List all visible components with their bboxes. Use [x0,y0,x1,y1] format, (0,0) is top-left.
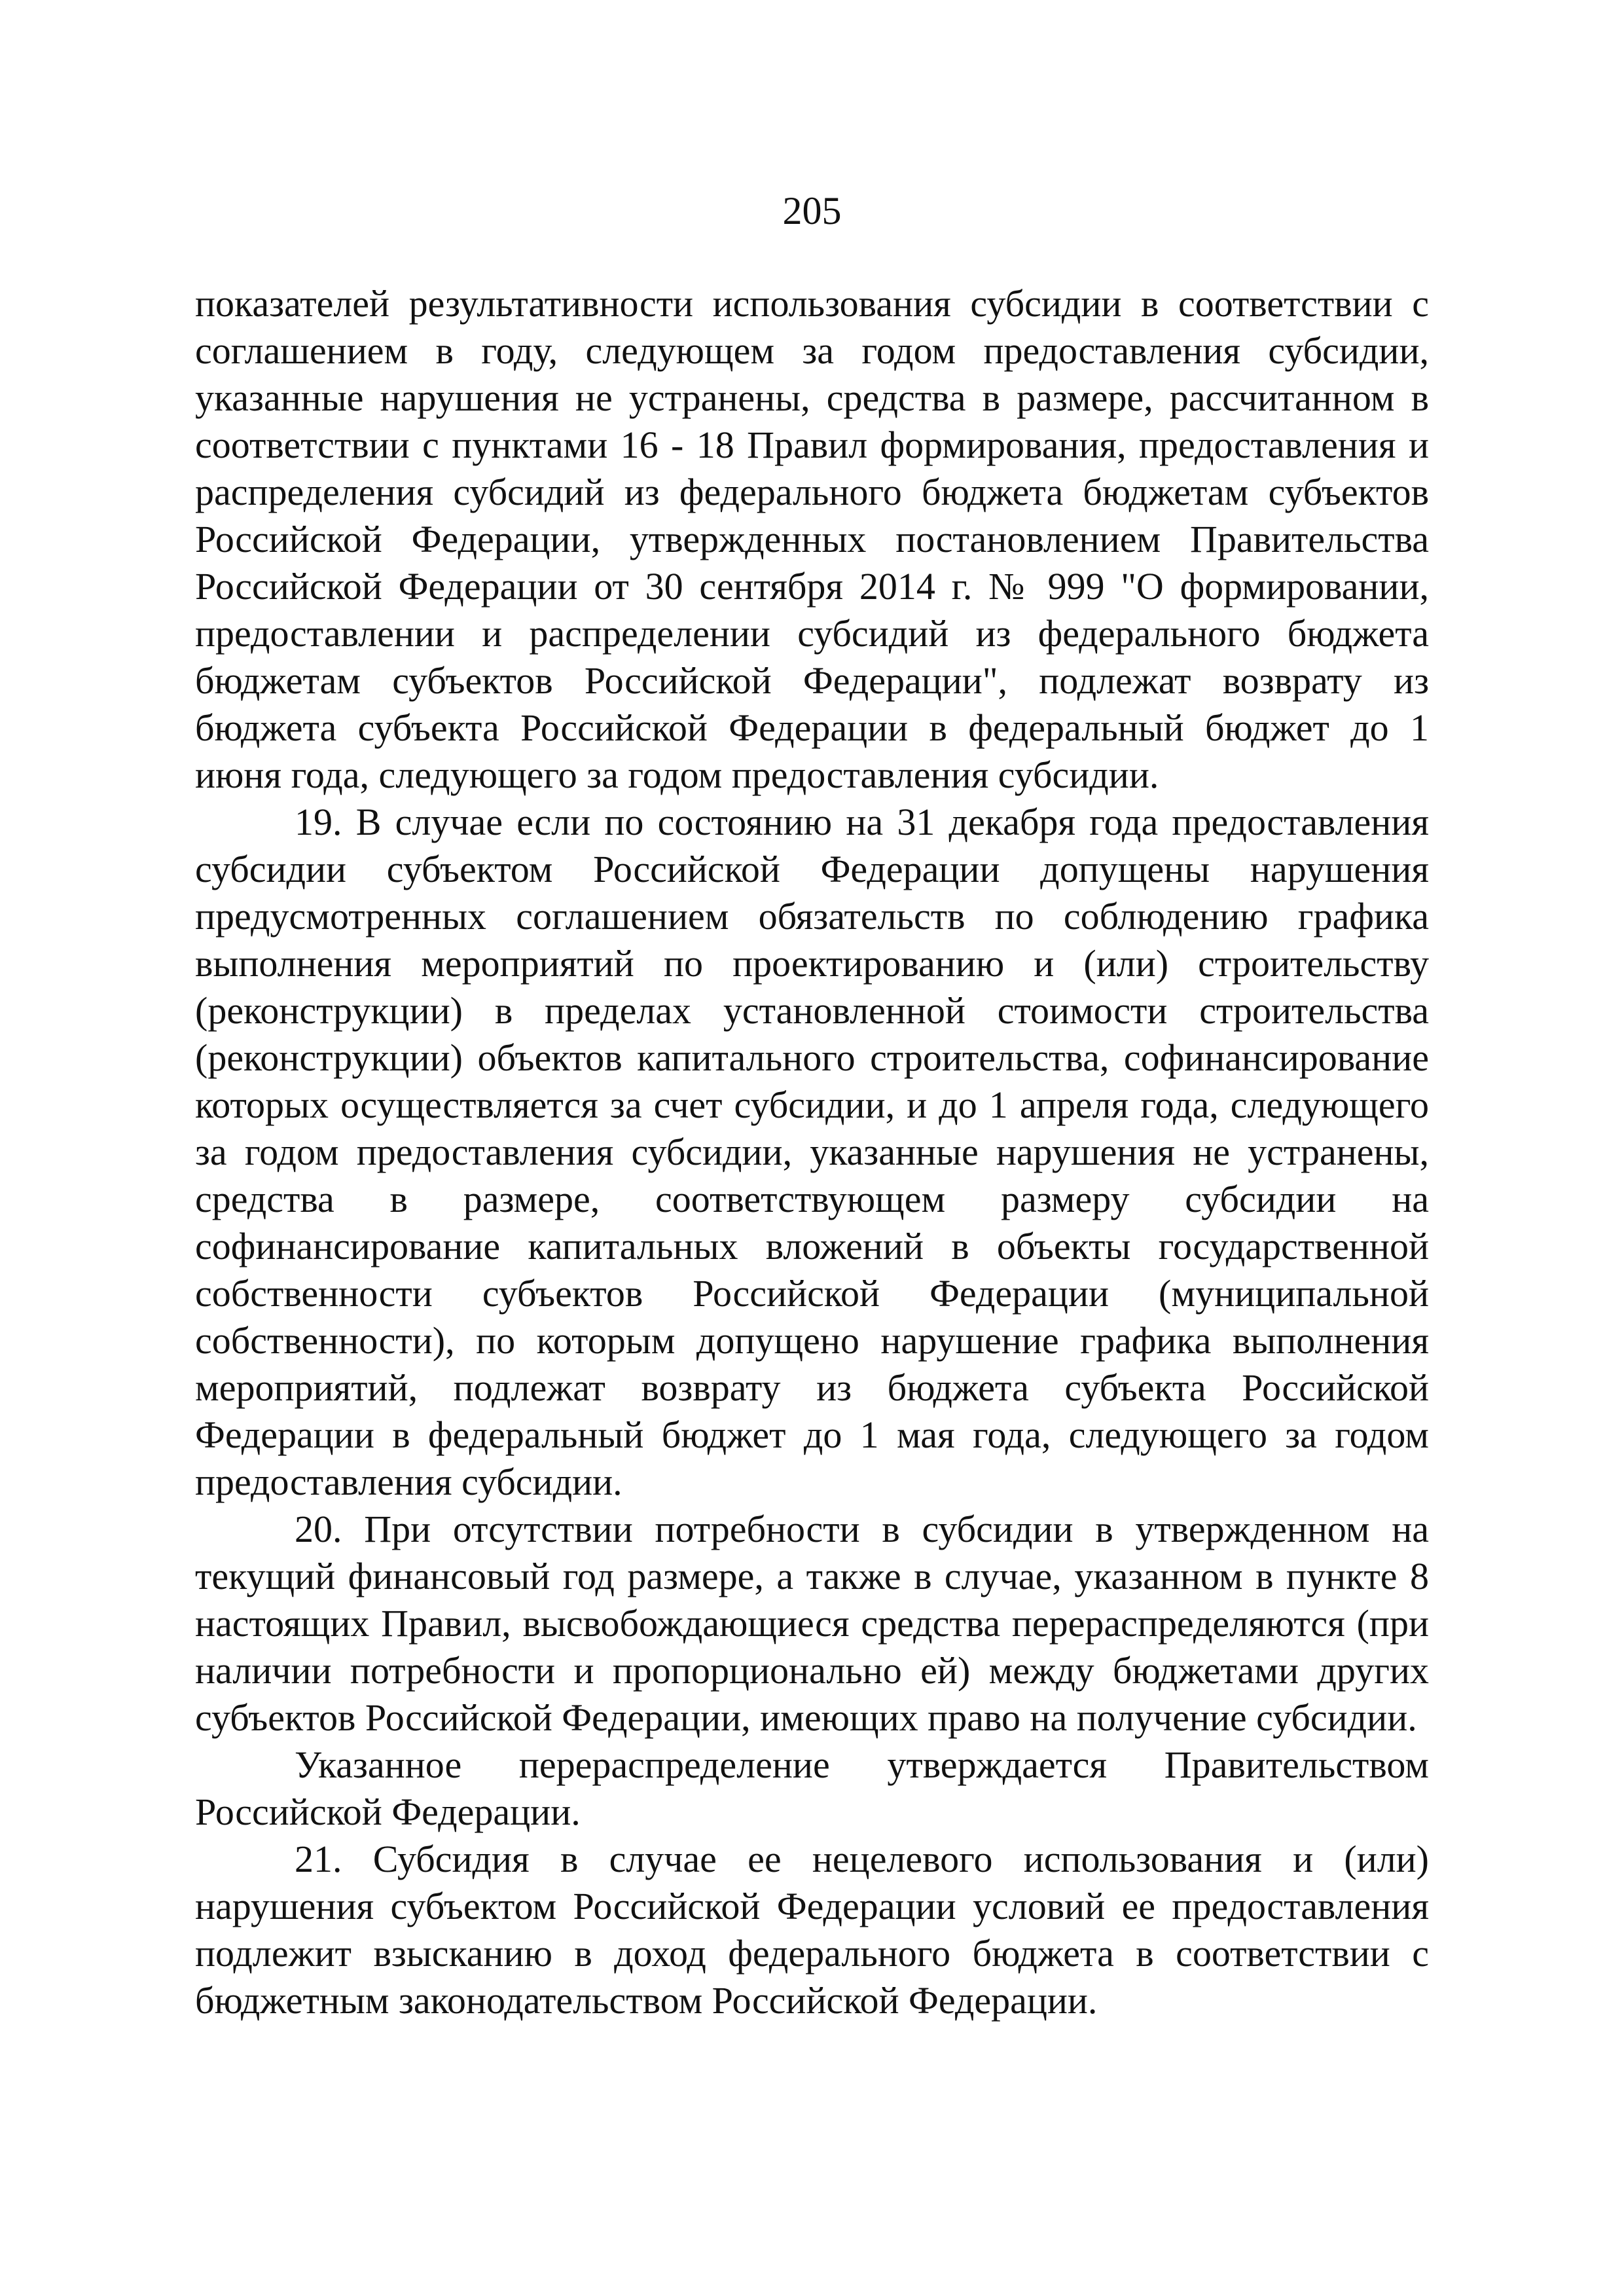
page-number: 205 [782,189,842,232]
paragraph-continuation: показателей результативности использования субсидии в соответствии с соглашением в году, следующем за годом предоставления субсидии, указанные нарушения не устранены, средства в размере, рассчитанном в соответствии с пунктами 16 - 18 Правил формирования, предоставления и распределения субсидий из федерального бюджета бюджетам субъектов Российской Федерации, утвержденных постановлением Правительства Российской Федерации от 30 сентября 2014 г. № 999 "О формировании, предоставлении и распределении субсидий из федерального бюджета бюджетам субъектов Российской Федерации", подлежат возврату из бюджета субъекта Российской Федерации в федеральный бюджет до 1 июня года, следующего за годом предоставления субсидии. [195,282,1429,796]
paragraph-item-20: 20. При отсутствии потребности в субсидии в утвержденном на текущий финансовый год размере, а также в случае, указанном в пункте 8 настоящих Правил, высвобождающиеся средства перераспределяются (при наличии потребности и пропорционально ей) между бюджетами других субъектов Российской Федерации, имеющих право на получение субсидии. [195,1508,1429,1739]
document-body [195,280,1429,2024]
paragraph-item-21: 21. Субсидия в случае ее нецелевого использования и (или) нарушения субъектом Российской Федерации условий ее предоставления подлежит взысканию в доход федерального бюджета в соответствии с бюджетным законодательством Российской Федерации. [195,1838,1429,2022]
paragraph-item-19: 19. В случае если по состоянию на 31 декабря года предоставления субсидии субъектом Российской Федерации допущены нарушения предусмотренных соглашением обязательств по соблюдению графика выполнения мероприятий по проектированию и (или) строительству (реконструкции) в пределах установленной стоимости строительства (реконструкции) объектов капитального строительства, софинансирование которых осуществляется за счет субсидии, и до 1 апреля года, следующего за годом предоставления субсидии, указанные нарушения не устранены, средства в размере, соответствующем размеру субсидии на софинансирование капитальных вложений в объекты государственной собственности субъектов Российской Федерации (муниципальной собственности), по которым допущено нарушение графика выполнения мероприятий, подлежат возврату из бюджета субъекта Российской Федерации в федеральный бюджет до 1 мая года, следующего за годом предоставления субсидии. [195,801,1429,1503]
paragraph-redistribution: Указанное перераспределение утверждается Правительством Российской Федерации. [195,1743,1429,1833]
